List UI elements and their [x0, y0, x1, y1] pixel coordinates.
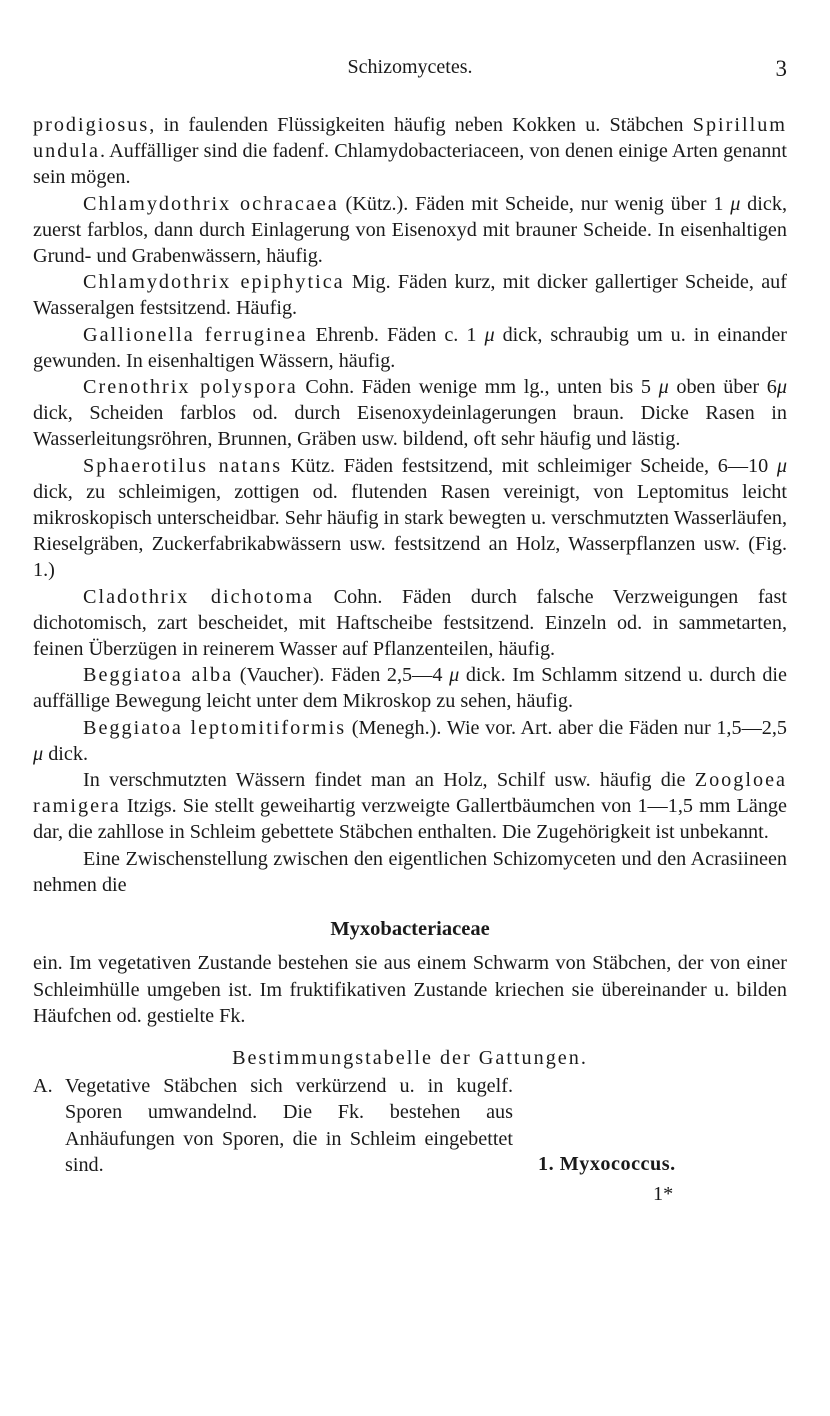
page: [33, 56, 788, 1206]
key-entry-text: Vegetative Stäbchen sich verkürzend u. in kugelf. Sporen umwandelnd. Die Fk. bestehen aus Anhäufungen von Sporen, die in Schleim eingebettet sind.: [65, 1075, 513, 1176]
text-run: (Menegh.). Wie vor. Art. aber die Fäden nur 1,5—2,5: [346, 716, 787, 739]
text-run: dick, schraubig um u. in einander gewunden. In eisenhaltigen Wässern, häufig.: [33, 323, 788, 372]
micron-symbol: μ: [33, 742, 44, 765]
text-run: oben über 6: [668, 376, 777, 399]
text-run: dick. Im Schlamm sitzend u. durch die auffällige Bewegung leicht unter dem Mikroskop zu sehen, häufig.: [33, 664, 787, 713]
species-name: Chlamydothrix epiphytica: [83, 271, 345, 294]
text-run: (Vaucher). Fäden 2,5—4: [233, 664, 450, 687]
text-run: dick, zuerst farblos, dann durch Einlagerung von Eisenoxyd mit brauner Scheide. In eisenhaltigen Grund- und Grabenwässern, häufig.: [33, 192, 787, 268]
micron-symbol: μ: [730, 192, 741, 215]
paragraph-chlamydothrix-epiphytica: [33, 269, 787, 321]
text-run: Cohn. Fäden wenige mm lg., unten bis 5: [297, 376, 659, 399]
species-name: Spirillum undula: [33, 114, 787, 163]
text-run: In verschmutzten Wässern findet man an Holz, Schilf usw. häufig die: [83, 769, 695, 792]
micron-symbol: μ: [776, 376, 787, 399]
text-run: . Auffälliger sind die fadenf. Chlamydobacteriaceen, von denen einige Arten genannt sein mögen.: [33, 140, 787, 189]
running-title: Schizomycetes.: [347, 56, 473, 78]
species-name: Beggiatoa leptomitiformis: [83, 716, 347, 739]
body-text: [33, 112, 788, 1206]
text-run: Itzigs. Sie stellt geweihartig verzweigte Gallertbäumchen von 1—1,5 mm Länge dar, die zahllose in Schleim gebettete Stäbchen enthalten. Die Zugehörigkeit ist unbekannt.: [33, 795, 787, 844]
text-run: dick, Scheiden farblos od. durch Eisenoxydeinlagerungen braun. Dicke Rasen in Wasserleitungsröhren, Brunnen, Gräben usw. bildend, oft sehr häufig und lästig.: [33, 402, 787, 451]
species-name: Sphaerotilus natans: [83, 454, 283, 477]
text-run: dick.: [43, 742, 88, 765]
micron-symbol: μ: [484, 323, 495, 346]
species-name: Gallionella ferruginea: [83, 323, 308, 346]
paragraph-crenothrix: [33, 374, 787, 453]
paragraph-beggiatoa-alba: [33, 662, 787, 714]
text-run: (Kütz.). Fäden mit Scheide, nur wenig über 1: [338, 192, 731, 215]
key-entry: [33, 1073, 787, 1206]
key-entry-letter: A.: [33, 1075, 53, 1098]
text-run: ein. Im vegetativen Zustande bestehen sie aus einem Schwarm von Stäbchen, der von einer Schleimhülle umgeben ist. Im fruktifikativen Zustande kriechen sie übereinander u. bilden Häufchen od. gestielte Fk.: [33, 952, 787, 1027]
species-name: Chlamydothrix ochracaea: [83, 192, 339, 215]
species-name: Crenothrix polyspora: [83, 376, 298, 399]
micron-symbol: μ: [449, 664, 460, 687]
species-name: Cladothrix dichotoma: [83, 585, 315, 608]
page-number: 3: [775, 56, 787, 81]
paragraph-cladothrix: [33, 584, 787, 663]
text-run: Cohn. Fäden durch falsche Verzweigungen fast dichotomisch, zart bescheidet, mit Haftscheibe festsitzend. Einzeln od. in sammetarten, feinen Überzügen in reinerem Wasser auf Pflanzenteilen, häufig.: [33, 585, 787, 661]
paragraph-myxobacteriaceae: [33, 950, 787, 1029]
species-name: prodigiosus: [33, 114, 150, 136]
text-run: Ehrenb. Fäden c. 1: [307, 323, 485, 346]
paragraph-zoogloea: [33, 767, 787, 846]
paragraph-sphaerotilus: [33, 453, 787, 584]
key-entry-result: 1. Myxococcus.: [538, 1153, 676, 1176]
micron-symbol: μ: [776, 454, 787, 477]
paragraph-gallionella: [33, 322, 787, 374]
text-run: dick, zu schleimigen, zottigen od. flutenden Rasen vereinigt, von Leptomitus leicht mikroskopisch unterscheidbar. Sehr häufig in stark bewegten u. verschmutzten Wasserläufen, Rieselgräben, Zuckerfabrikabwässern usw. festsitzend an Holz, Wasserpflanzen usw. (Fig. 1.): [33, 480, 787, 582]
species-name: Zoogloea ramigera: [33, 769, 787, 818]
text-run: Mig. Fäden kurz, mit dicker gallertiger Scheide, auf Wasseralgen festsitzend. Häufig.: [33, 271, 787, 320]
paragraph-beggiatoa-leptomitiformis: [33, 715, 787, 767]
species-name: Beggiatoa alba: [83, 664, 234, 687]
text-run: , in faulenden Flüssigkeiten häufig neben Kokken u. Stäbchen: [149, 114, 693, 136]
section-heading: Myxobacteriaceae: [330, 918, 490, 941]
text-run: Eine Zwischenstellung zwischen den eigentlichen Schizomyceten und den Acrasiineen nehmen die: [33, 847, 787, 896]
paragraph-prodigiosus: [33, 112, 787, 191]
page-header: [33, 56, 787, 86]
paragraph-chlamydothrix-ochracaea: [33, 191, 787, 270]
text-run: Kütz. Fäden festsitzend, mit schleimiger Scheide, 6—10: [282, 454, 777, 477]
paragraph-zwischenstellung: [33, 846, 787, 898]
signature-mark: 1*: [653, 1183, 674, 1206]
micron-symbol: μ: [658, 376, 669, 399]
key-table-title: Bestimmungstabelle der Gattungen.: [232, 1046, 588, 1069]
